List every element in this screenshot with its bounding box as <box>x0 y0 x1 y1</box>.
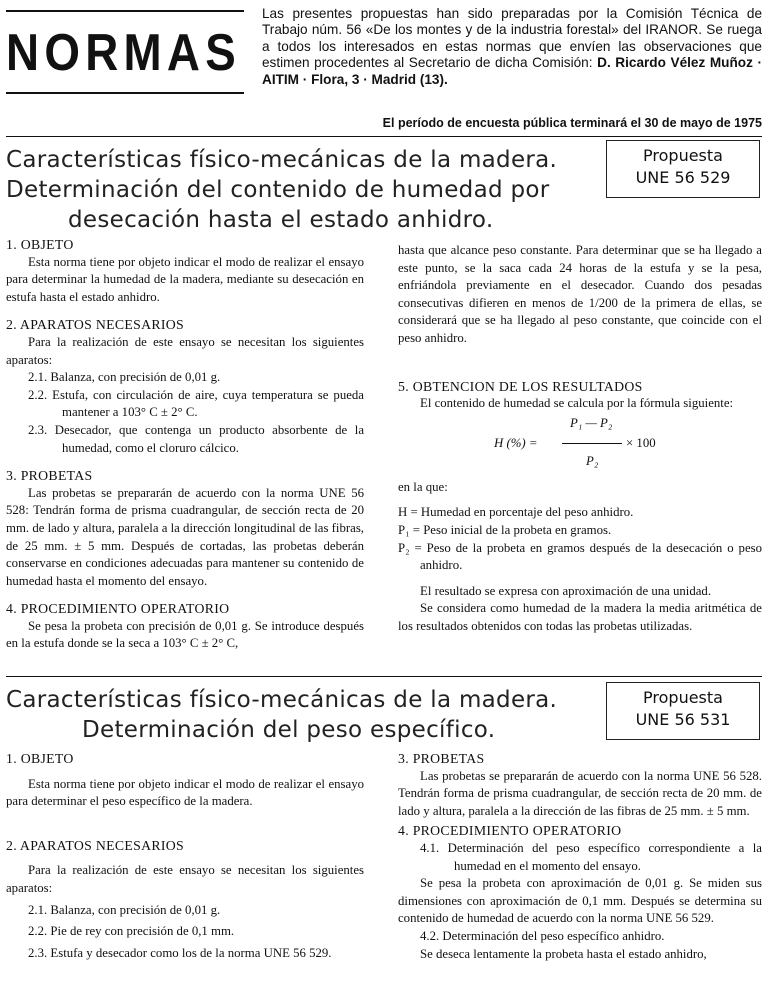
norm2-proposal-label: Propuesta <box>643 688 723 707</box>
norm2-right-column <box>398 750 762 963</box>
definition-item: P₁ = Peso inicial de la probeta en gramos. <box>398 522 612 537</box>
norm1-title-line2: Determinación del contenido de humedad por <box>6 177 550 203</box>
norm1-s4-heading: 4. PROCEDIMIENTO OPERATORIO <box>6 601 230 617</box>
formula-rhs: × 100 <box>626 435 656 450</box>
deadline-notice: El período de encuesta pública terminará el 30 de mayo de 1975 <box>382 116 762 130</box>
norm2-s2-item: 2.3. Estufa y desecador como los de la norma UNE 56 529. <box>28 945 332 960</box>
norm2-proposal-box <box>606 682 760 740</box>
formula-where: en la que: <box>398 479 448 494</box>
formula-lhs: H (%) = <box>494 435 538 450</box>
definition-item: P₂ = Peso de la probeta en gramos después de la desecación o peso anhidro. <box>398 540 762 573</box>
norm1-s3-heading: 3. PROBETAS <box>6 468 93 484</box>
norm1-s1-text: Esta norma tiene por objeto indicar el modo de realizar el ensayo para determinar la humedad de la madera, mediante su desecación en estufa hasta el estado anhidro. <box>6 254 364 304</box>
norm1-s2-text: Para la realización de este ensayo se necesitan los siguientes aparatos: <box>6 334 364 367</box>
norm2-s4-1-heading: 4.1. Determinación del peso específico correspondiente a la humedad en el momento del ensayo. <box>420 840 762 873</box>
humidity-formula <box>398 413 762 479</box>
norm2-s3-text: Las probetas se prepararán de acuerdo con la norma UNE 56 528. Tendrán forma de prisma cuadrangular, de sección recta de 20 mm. de lado y altura, paralela a la dirección de las fibras de 25 mm. ± 5 mm. <box>398 768 762 818</box>
norm2-s4-2-heading: 4.2. Determinación del peso específico anhidro. <box>420 928 665 943</box>
intro-paragraph: Las presentes propuestas han sido preparadas por la Comisión Técnica de Trabajo núm. 56 «De los montes y de la industria forestal» del IRANOR. Se ruega a todos los interesados en estas normas que envíen las observaciones que estimen procedentes al Secretario de dicha Comisión: D. Ricardo Vélez Muñoz · AITIM · Flora, 3 · Madrid (13). <box>262 6 762 87</box>
header-top-rule <box>6 10 244 12</box>
norm1-proposal-label: Propuesta <box>643 146 723 165</box>
norm2-top-rule <box>6 676 762 677</box>
norm2-s4-2-text: Se deseca lentamente la probeta hasta el estado anhidro, <box>420 946 707 961</box>
norm1-s2-item: 2.3. Desecador, que contenga un producto absorbente de la humedad, como el cloruro cálcico. <box>28 422 364 455</box>
norm1-proposal-code: UNE 56 529 <box>635 168 731 187</box>
norm1-title-line1: Características físico-mecánicas de la madera. <box>6 147 558 173</box>
formula-definitions <box>398 504 762 574</box>
norm1-s2-item: 2.2. Estufa, con circulación de aire, cuya temperatura se pueda mantener a 103° C ± 2° C. <box>28 387 364 420</box>
norm2-s2-item: 2.2. Pie de rey con precisión de 0,1 mm. <box>28 924 235 939</box>
deadline-rule <box>6 136 762 137</box>
norm1-s5-heading: 5. OBTENCION DE LOS RESULTADOS <box>398 378 643 394</box>
norm1-left-column <box>6 236 364 653</box>
norm1-s1-heading: 1. OBJETO <box>6 237 74 252</box>
norm1-s3-text: Las probetas se prepararán de acuerdo con la norma UNE 56 528: Tendrán forma de prisma cuadrangular, de sección recta de 20 mm. de lado y altura, paralela a la dirección longitudinal de las fibras, de 25 mm. ± 5 mm. Después de cortadas, las probetas deberán conservarse en condiciones adecuadas para mantener su contenido de humedad hasta el momento del ensayo. <box>6 485 364 588</box>
norm2-proposal-code: UNE 56 531 <box>635 710 731 729</box>
norm2-s1-heading: 1. OBJETO <box>6 751 74 766</box>
norm2-left-column <box>6 750 364 962</box>
norm2-s2-item: 2.1. Balanza, con precisión de 0,01 g. <box>28 902 221 917</box>
norm1-result-2: Se considera como humedad de la madera la media aritmética de los resultados obtenidos con todas las probetas utilizadas. <box>398 601 762 633</box>
norm2-title-line2: Determinación del peso específico. <box>82 717 496 743</box>
norm1-s4-continuation: hasta que alcance peso constante. Para determinar que se ha llegado a este punto, se la saca cada 24 horas de la estufa y se la pesa, enfriándola previamente en el desecador. Cuando dos pesadas consecutivas difieren en menos de 1/200 de la primera de ellas, se considerará que se ha llegado al peso constante, que coincide con el peso anhidro. <box>398 243 762 345</box>
fraction-bar <box>562 443 622 444</box>
norm1-s5-text: El contenido de humedad se calcula por la fórmula siguiente: <box>420 396 734 411</box>
norm1-s4-text: Se pesa la probeta con precisión de 0,01 g. Se introduce después en la estufa donde se la seca a 103° C ± 2° C, <box>6 618 364 651</box>
norm2-s2-heading: 2. APARATOS NECESARIOS <box>6 837 184 853</box>
normas-heading: NORMAS <box>6 24 242 82</box>
formula-numerator: P₁ — P₂ <box>570 415 613 430</box>
intro-contact: D. Ricardo Vélez Muñoz · AITIM · Flora, 3 · Madrid (13). <box>262 55 762 87</box>
norm2-s2-text: Para la realización de este ensayo se necesitan los siguientes aparatos: <box>6 863 364 895</box>
norm1-right-column <box>398 242 762 636</box>
norm2-s1-text: Esta norma tiene por objeto indicar el modo de realizar el ensayo para determinar el peso específico de la madera. <box>6 776 364 809</box>
norm1-result-1: El resultado se expresa con aproximación de una unidad. <box>420 583 712 598</box>
norm2-s3-heading: 3. PROBETAS <box>398 751 485 766</box>
definition-item: H = Humedad en porcentaje del peso anhidro. <box>398 505 634 520</box>
header-bottom-rule <box>6 92 244 94</box>
formula-denominator: P₂ <box>586 453 599 468</box>
norm2-s4-1-text: Se pesa la probeta con aproximación de 0,01 g. Se miden sus dimensiones con aproximación de 0,1 mm. Después se determina su contenido de humedad de acuerdo con la norma UNE 56 529. <box>398 876 762 926</box>
norm1-title-line3: desecación hasta el estado anhidro. <box>68 207 494 233</box>
norm1-s2-item: 2.1. Balanza, con precisión de 0,01 g. <box>28 370 221 385</box>
norm2-s4-heading: 4. PROCEDIMIENTO OPERATORIO <box>398 823 622 839</box>
norm1-proposal-box <box>606 140 760 198</box>
norm1-s2-heading: 2. APARATOS NECESARIOS <box>6 317 184 333</box>
norm2-title-line1: Características físico-mecánicas de la madera. <box>6 687 558 713</box>
